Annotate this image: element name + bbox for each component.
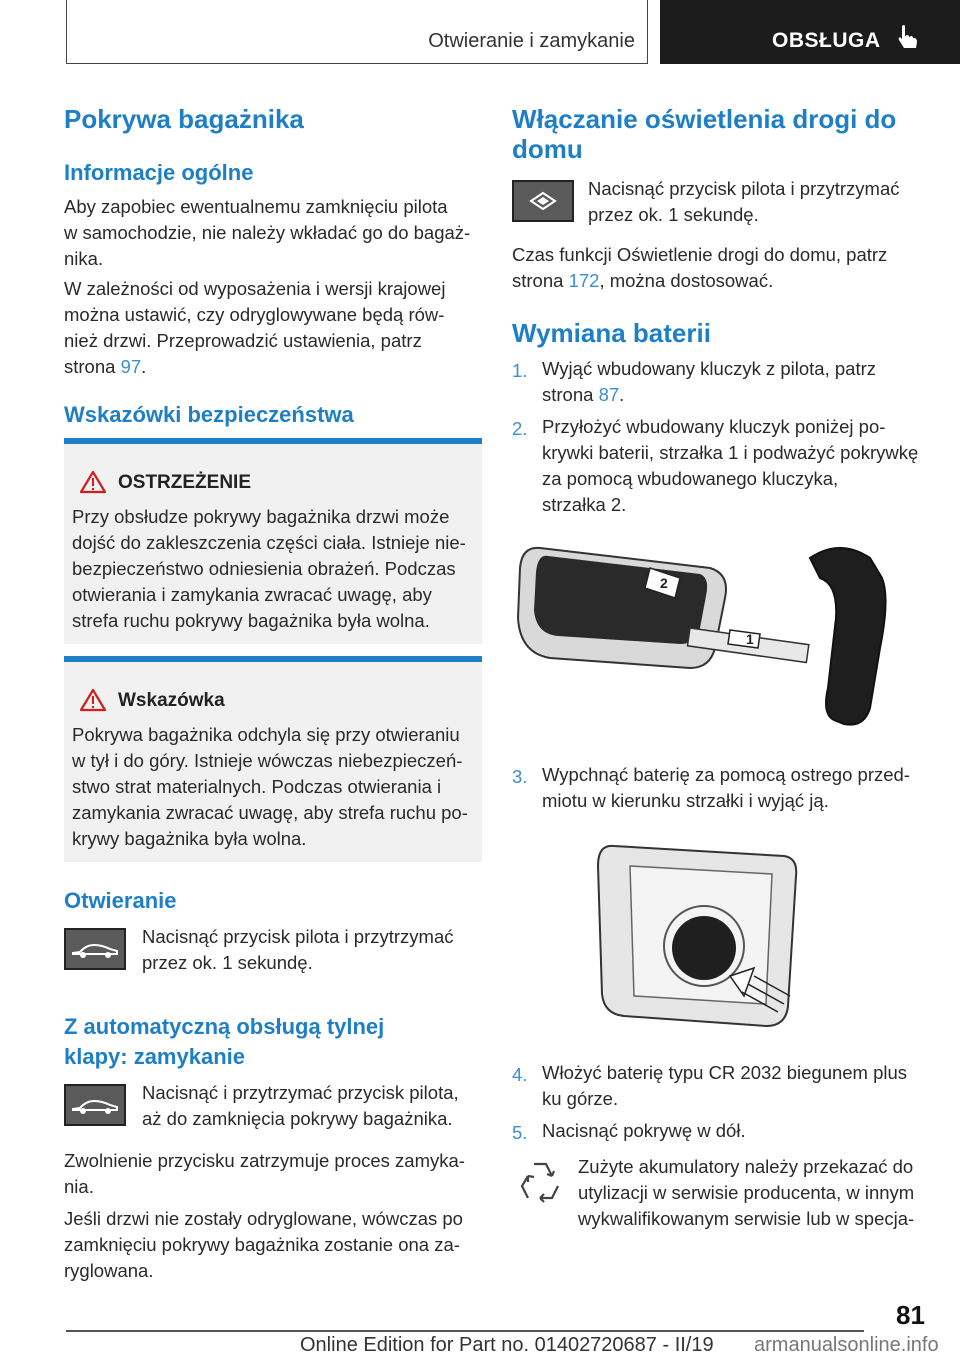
page-number: 81 xyxy=(896,1300,925,1330)
note-box xyxy=(64,656,482,862)
chapter-label: OBSŁUGA xyxy=(772,29,881,52)
figure-remove-cover xyxy=(510,538,890,738)
header-section-box xyxy=(66,0,648,64)
warning-triangle-icon xyxy=(80,470,106,494)
step-5-text: Nacisnąć pokrywę w dół. xyxy=(542,1120,746,1141)
paragraph-duration: Czas funkcji Oświetlenie drogi do domu, patrz strona 172, można dostosować. xyxy=(512,244,888,291)
heading-auto-close: Z automatyczną obsługą tylnej klapy: zamykanie xyxy=(64,1014,385,1069)
step-number: 5. xyxy=(512,1122,528,1143)
edition-info: Online Edition for Part no. 01402720687 - II/19 xyxy=(300,1334,714,1356)
step-number: 2. xyxy=(512,418,528,439)
page-link-97[interactable]: 97 xyxy=(120,356,142,377)
paragraph-general-2: W zależności od wyposażenia i wersji krajowej można ustawić, czy odryglowywane będą rów‐ nież drzwi. Przeprowadzić ustawienia, patrz strona 97. xyxy=(64,278,446,377)
note-text: Pokrywa bagażnika odchyla się przy otwieraniu w tył i do góry. Istnieje wówczas niebezpieczeń‐ stwo strat materialnych. Podczas otwierania i zamykania zwracać uwagę, aby strefa ruchu po‐ krywy bagażnika była wolna. xyxy=(72,724,468,849)
heading-open: Otwieranie xyxy=(64,888,177,913)
paragraph-unlock: Jeśli drzwi nie zostały odryglowane, wówczas po zamknięciu pokrywy bagażnika zostanie ona za‐ ryglowana. xyxy=(64,1208,463,1281)
heading-trunk: Pokrywa bagażnika xyxy=(64,104,304,134)
heading-battery: Wymiana baterii xyxy=(512,318,711,348)
arrow-1-label: 1 xyxy=(746,631,754,647)
heading-light-home: Włączanie oświetlenia drogi do domu xyxy=(512,104,897,164)
step-number: 4. xyxy=(512,1064,528,1085)
remote-trunk-button-icon xyxy=(64,928,126,970)
recycle-icon xyxy=(514,1158,566,1210)
step-3-text: Wypchnąć baterię za pomocą ostrego przed‐ miotu w kierunku strzałki i wyjąć ją. xyxy=(542,764,910,811)
step-4-text: Włożyć baterię typu CR 2032 biegunem plus ku górze. xyxy=(542,1062,908,1109)
warning-text: Przy obsłudze pokrywy bagażnika drzwi może dojść do zakleszczenia części ciała. Istnieje nie‐ bezpieczeństwo odniesienia obrażeń. Podczas otwierania i zamykania zwracać uwagę, aby strefa ruchu pokrywy bagażnika była wolna. xyxy=(72,506,466,631)
step-1-text: Wyjąć wbudowany kluczyk z pilota, patrz strona 87. xyxy=(542,358,876,405)
watermark: armanualsonline.info xyxy=(754,1334,939,1356)
recycle-text: Zużyte akumulatory należy przekazać do utylizacji w serwisie producenta, w innym wykwalifikowanym serwisie lub w specja‐ xyxy=(578,1156,915,1229)
warning-box xyxy=(64,438,482,644)
paragraph-general-1: Aby zapobiec ewentualnemu zamknięciu pilota w samochodzie, nie należy wkładać go do bagaż‐ nika. xyxy=(64,196,471,269)
step-number: 1. xyxy=(512,360,528,381)
page-link-87[interactable]: 87 xyxy=(598,384,620,405)
step-number: 3. xyxy=(512,766,528,787)
light-instruction: Nacisnąć przycisk pilota i przytrzymać przez ok. 1 sekundę. xyxy=(588,178,900,225)
step-2-text: Przyłożyć wbudowany kluczyk poniżej po‐ krywki baterii, strzałka 1 i podważyć pokrywkę za pomocą wbudowanego kluczyka, strzałka 2. xyxy=(542,416,919,515)
remote-light-button-icon xyxy=(512,180,574,222)
figure-push-battery xyxy=(584,836,804,1036)
open-instruction: Nacisnąć przycisk pilota i przytrzymać przez ok. 1 sekundę. xyxy=(142,926,454,973)
page-link-172[interactable]: 172 xyxy=(568,270,600,291)
paragraph-release: Zwolnienie przycisku zatrzymuje proces zamyka‐ nia. xyxy=(64,1150,465,1197)
arrow-2-label: 2 xyxy=(660,575,668,591)
battery xyxy=(672,916,736,980)
section-title: Otwieranie i zamykanie xyxy=(428,30,635,52)
caution-triangle-icon xyxy=(80,688,106,712)
chapter-tab xyxy=(660,0,960,64)
arrow-1 xyxy=(728,630,760,648)
pointing-hand-icon xyxy=(896,24,918,50)
footer-divider xyxy=(66,1330,864,1332)
warning-title: OSTRZEŻENIE xyxy=(118,472,252,493)
auto-close-instruction: Nacisnąć i przytrzymać przycisk pilota, aż do zamknięcia pokrywy bagażnika. xyxy=(142,1082,459,1129)
heading-general: Informacje ogólne xyxy=(64,160,254,185)
note-title: Wskazówka xyxy=(118,690,225,711)
heading-safety: Wskazówki bezpieczeństwa xyxy=(64,402,354,427)
remote-close-button-icon xyxy=(64,1084,126,1126)
